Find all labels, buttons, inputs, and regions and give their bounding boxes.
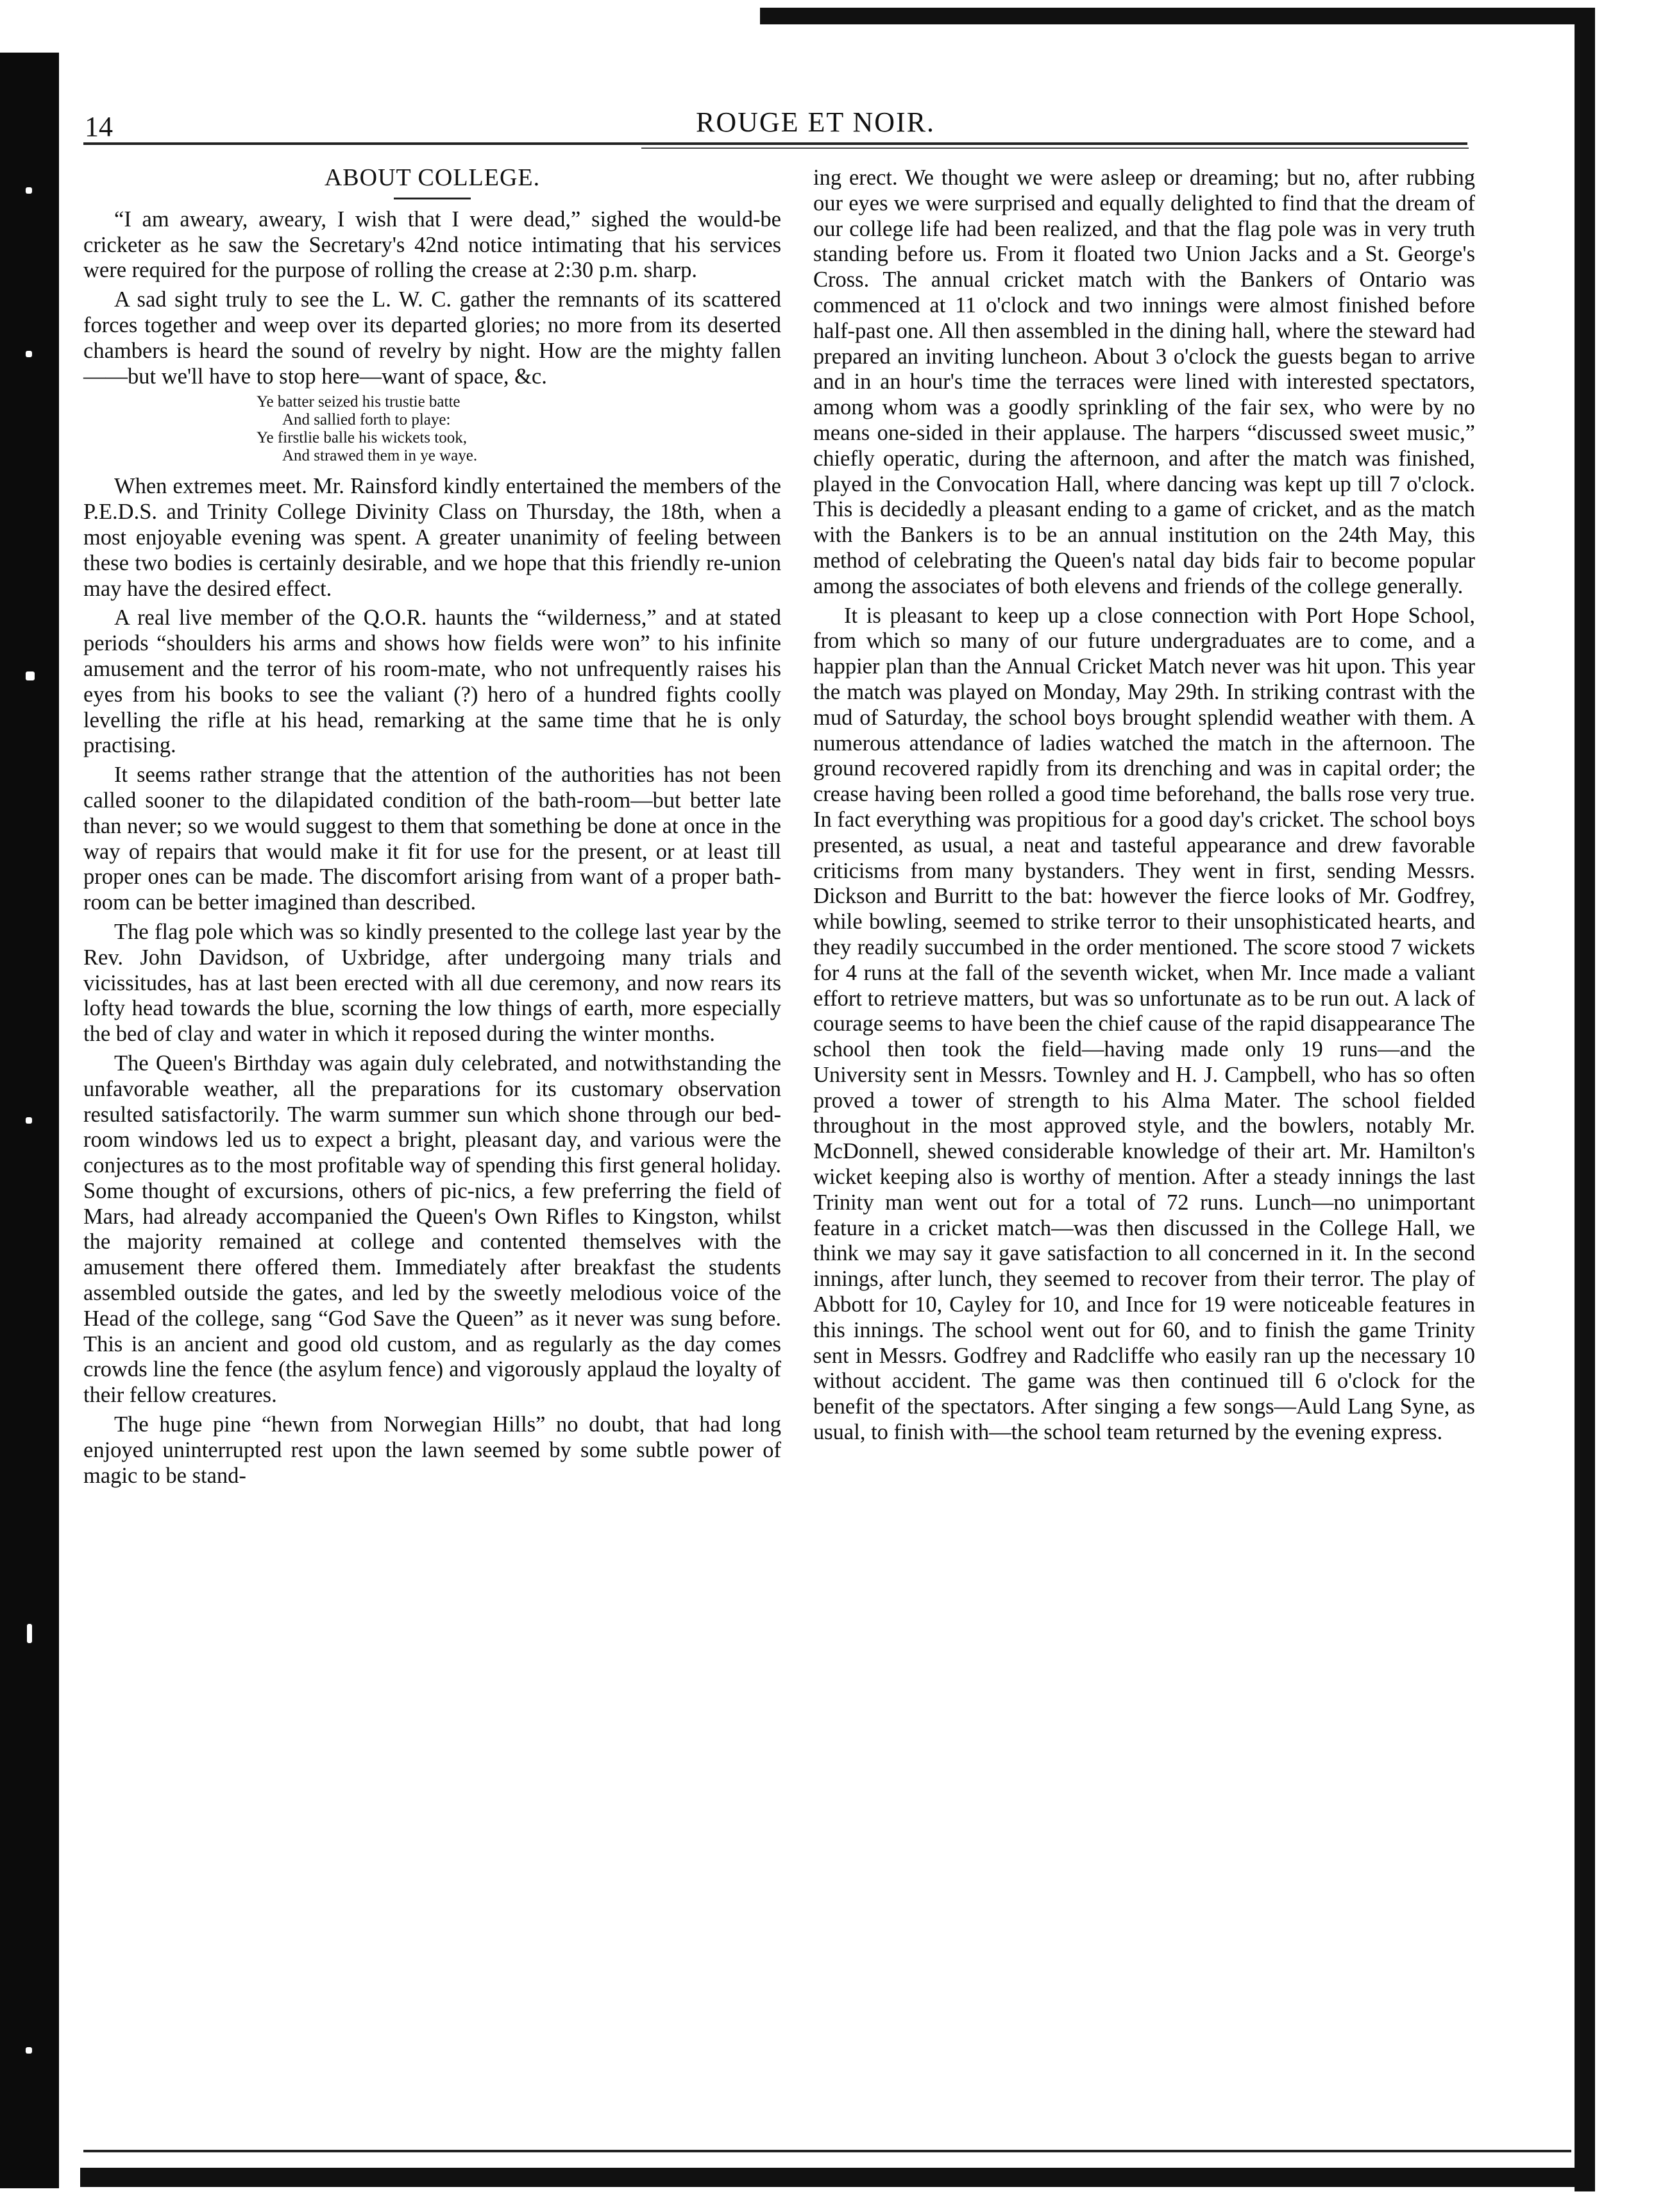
binding-hole — [26, 1117, 32, 1124]
header-rule-secondary — [641, 148, 1469, 149]
paragraph: ing erect. We thought we were asleep or dreaming; but no, after rubbing our eyes we were surprised and equally delighted to find that the dream of our college life had been realized, and that the flag pole was in very truth standing before us. From it floated two Union Jacks and a St. George's Cross. The annual cricket match with the Bankers of Ontario was commenced at 11 o'clock and two innings were almost finished before half-past one. All then assembled in the dining hall, where the steward had prepared an inviting luncheon. About 3 o'clock the guests began to arrive and in an hour's time the terraces were lined with interested spectators, among whom was a goodly sprinkling of the fair sex, who were by no means one-sided in their applause. The harpers “discussed sweet music,” chiefly operatic, during the afternoon, and after the match was finished, played in the Convocation Hall, where dancing was kept up till 7 o'clock. This is decidedly a pleasant ending to a game of cricket, and as the match with the Bankers is to be an annual institution on the 24th May, this method of celebrating the Queen's natal day bids fair to become popular among the associates of both elevens and friends of the college generally. — [813, 165, 1475, 598]
scan-border-bottom — [80, 2168, 1595, 2187]
left-column — [83, 165, 781, 1492]
header-rule — [83, 142, 1467, 145]
paragraph: When extremes meet. Mr. Rainsford kindly entertained the members of the P.E.D.S. and Trinity College Divinity Class on Thursday, the 18th, when a most enjoyable evening was spent. A greater unanimity of feeling between these two bodies is certainly desirable, and we hope that this friendly re-union may have the desired effect. — [83, 474, 781, 601]
paragraph: The flag pole which was so kindly presented to the college last year by the Rev. John Davidson, of Uxbridge, after undergoing many trials and vicissitudes, has at last been erected with all due ceremony, and now rears its lofty head towards the blue, scorning the low things of earth, more especially the bed of clay and water in which it reposed during the winter months. — [83, 919, 781, 1047]
paragraph: The Queen's Birthday was again duly celebrated, and notwithstanding the unfavorable weather, all the preparations for its customary observation resulted satisfactorily. The warm summer sun which shone through our bed-room windows led us to expect a bright, pleasant day, and various were the conjectures as to the most profitable way of spending this first general holiday. Some thought of excursions, others of pic-nics, a few preferring the field of Mars, had already accompanied the Queen's Own Rifles to Kingston, whilst the majority remained at college and contented themselves with the amusement there offered them. Immediately after breakfast the students assembled outside the gates, and led by the sweetly melodious voice of the Head of the college, sang “God Save the Queen” as it never was sung before. This is an ancient and good old custom, and as regularly as the day comes crowds line the fence (the asylum fence) and vigorously applaud the loyalty of their fellow creatures. — [83, 1051, 781, 1408]
page-number: 14 — [85, 111, 113, 142]
binding-hole — [26, 351, 32, 357]
binding-hole — [27, 1624, 32, 1643]
binding-hole — [26, 187, 32, 194]
journal-title: ROUGE ET NOIR. — [696, 106, 936, 138]
verse-line: And strawed them in ye waye. — [282, 447, 478, 465]
paragraph: A real live member of the Q.O.R. haunts the “wilderness,” and at stated periods “shoulders his arms and shows how fields were won” to his infinite amusement and the terror of his room-mate, who not unfrequently raises his eyes from his books to see the valiant (?) hero of a hundred fights coolly levelling the rifle at his head, remarking at the same time that he is only practising. — [83, 605, 781, 758]
scan-border-right — [1575, 8, 1595, 2191]
paragraph: It is pleasant to keep up a close connection with Port Hope School, from which so many of our future undergraduates are to come, and a happier plan than the Annual Cricket Match never was hit upon. This year the match was played on Monday, May 29th. In striking contrast with the mud of Saturday, the school boys brought splendid weather with them. A numerous attendance of ladies watched the match in the afternoon. The ground recovered rapidly from its drenching and was in capital order; the crease having been rolled a good time beforehand, the balls rose very true. In fact everything was propitious for a good day's cricket. The school boys presented, as usual, a neat and tasteful appearance and drew favorable criticisms from many bystanders. They went in first, sending Messrs. Dickson and Burritt to the bat: however the fierce looks of Mr. Godfrey, while bowling, seemed to strike terror to their unsophisticated hearts, and they readily succumbed in the order mentioned. The score stood 7 wickets for 4 runs at the fall of the seventh wicket, when Mr. Ince made a valiant effort to retrieve matters, but was so unfortunate as to be run out. A lack of courage seems to have been the chief cause of the rapid disappearance The school then took the field—having made only 19 runs—and the University sent in Messrs. Townley and H. J. Campbell, who has so often proved a tower of strength to his Alma Mater. The school fielded throughout in the most approved style, and the bowlers, notably Mr. McDonnell, shewed considerable knowledge of their art. Mr. Hamilton's wicket keeping also is worthy of mention. After a steady innings the last Trinity man went out for a total of 72 runs. Lunch—no unimportant feature in a cricket match—was then discussed in the College Hall, we think we may say it gave satisfaction to all concerned in it. In the second innings, after lunch, they seemed to recover from their terror. The play of Abbott for 10, Cayley for 10, and Ince for 19 were noticeable features in this innings. The school went out for 60, and to finish the game Trinity sent in Messrs. Godfrey and Radcliffe who easily ran up the necessary 10 without accident. The game was then continued till 6 o'clock for the benefit of the spectators. After singing a few songs—Auld Lang Syne, as usual, to finish with—the school team returned by the evening express. — [813, 603, 1475, 1445]
binding-hole — [26, 2047, 32, 2054]
title-rule — [394, 198, 471, 199]
section-title: ABOUT COLLEGE. — [324, 164, 541, 191]
verse-line: Ye firstlie balle his wickets took, — [257, 429, 467, 447]
binding-edge — [0, 53, 59, 2188]
paragraph: The huge pine “hewn from Norwegian Hills” no doubt, that had long enjoyed uninterrupted rest upon the lawn seemed by some subtle power of magic to be stand- — [83, 1412, 781, 1488]
paragraph: It seems rather strange that the attention of the authorities has not been called sooner to the dilapidated condition of the bath-room—but better late than never; so we would suggest to them that something be done at once in the way of repairs that would make it fit for use for the present, or at least till proper ones can be made. The discomfort arising from want of a proper bath-room can be better imagined than described. — [83, 763, 781, 915]
right-column — [813, 165, 1475, 1449]
paragraph: “I am aweary, aweary, I wish that I were dead,” sighed the would-be cricketer as he saw the Secretary's 42nd notice intimating that his services were required for the purpose of rolling the crease at 2:30 p.m. sharp. — [83, 207, 781, 283]
scan-border-top — [760, 8, 1594, 24]
binding-hole — [26, 671, 35, 680]
verse-line: And sallied forth to playe: — [282, 411, 451, 429]
verse — [257, 393, 781, 465]
bottom-rule — [83, 2150, 1571, 2152]
verse-line: Ye batter seized his trustie batte — [257, 393, 460, 411]
paragraph: A sad sight truly to see the L. W. C. gather the remnants of its scattered forces together and weep over its departed glories; no more from its deserted chambers is heard the sound of revelry by night. How are the mighty fallen——but we'll have to stop here—want of space, &c. — [83, 287, 781, 389]
